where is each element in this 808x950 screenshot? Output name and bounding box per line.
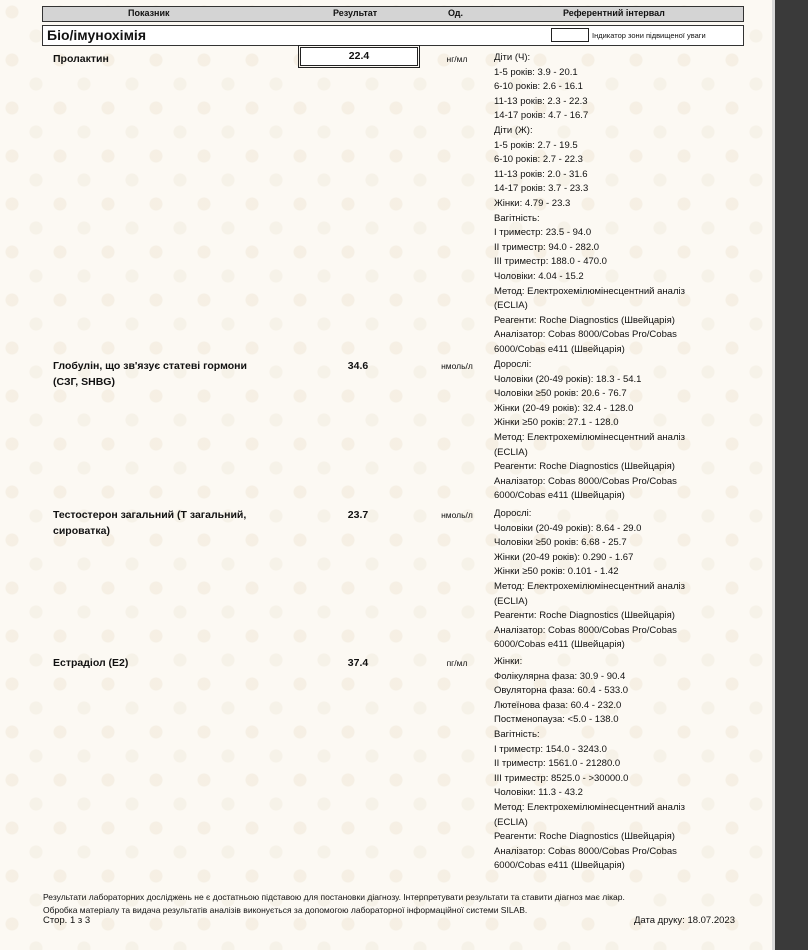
reference-line: Лютеїнова фаза: 60.4 - 232.0 xyxy=(494,699,622,711)
test-name: Тестостерон загальний (Т загальний, сироватка) xyxy=(53,509,247,537)
reference-line: 6000/Cobas e411 (Швейцарія) xyxy=(494,343,625,355)
reference-line: Реагенти: Roche Diagnostics (Швейцарія) xyxy=(494,610,675,622)
reference-line: Чоловіки (20-49 років): 8.64 - 29.0 xyxy=(494,522,642,534)
test-unit: нмоль/л xyxy=(441,361,473,371)
test-name: Глобулін, що зв'язує статеві гормони (СЗГ, SHBG) xyxy=(53,360,247,388)
footer-note: Обробка матеріалу та видача результатів аналізів виконується за допомогою лабораторної інформаційної системи SILAB. xyxy=(43,904,528,915)
reference-line: Постменопауза: <5.0 - 138.0 xyxy=(494,714,619,726)
reference-line: II триместр: 94.0 - 282.0 xyxy=(494,241,600,253)
test-result: 34.6 xyxy=(347,360,369,372)
test-name: Пролактин xyxy=(53,53,109,65)
header-indicator: Показник xyxy=(128,8,170,18)
reference-line: Аналізатор: Cobas 8000/Cobas Pro/Cobas xyxy=(494,624,677,636)
test-result: 23.7 xyxy=(347,509,369,521)
footer-notes xyxy=(43,891,763,916)
reference-line: Жінки (20-49 років): 0.290 - 1.67 xyxy=(494,551,634,563)
reference-interval xyxy=(494,358,714,504)
reference-line: II триместр: 1561.0 - 21280.0 xyxy=(494,758,621,770)
reference-line: 6000/Cobas e411 (Швейцарія) xyxy=(494,639,625,651)
reference-line: Чоловіки (20-49 років): 18.3 - 54.1 xyxy=(494,373,642,385)
reference-line: Діти (Ч): xyxy=(494,52,531,63)
reference-line: III триместр: 188.0 - 470.0 xyxy=(494,256,607,268)
reference-line: Вагітність: xyxy=(494,212,540,224)
reference-line: Овуляторна фаза: 60.4 - 533.0 xyxy=(494,685,629,697)
reference-line: 14-17 років: 4.7 - 16.7 xyxy=(494,110,589,122)
reference-line: 1-5 років: 3.9 - 20.1 xyxy=(494,66,578,78)
reference-line: Жінки ≥50 років: 27.1 - 128.0 xyxy=(494,417,619,429)
test-unit: нг/мл xyxy=(446,54,468,64)
attention-indicator-box xyxy=(551,28,589,42)
viewer-edge xyxy=(772,0,808,950)
reference-line: Жінки: xyxy=(494,656,523,667)
reference-line: (ECLIA) xyxy=(494,595,528,607)
test-unit: нмоль/л xyxy=(441,510,473,520)
reference-line: (ECLIA) xyxy=(494,816,528,828)
test-result: 37.4 xyxy=(347,657,369,669)
reference-line: Дорослі: xyxy=(494,359,532,370)
reference-line: 1-5 років: 2.7 - 19.5 xyxy=(494,139,578,151)
test-unit: пг/мл xyxy=(446,658,468,668)
reference-line: Реагенти: Roche Diagnostics (Швейцарія) xyxy=(494,314,675,326)
reference-line: I триместр: 23.5 - 94.0 xyxy=(494,227,592,239)
reference-line: 11-13 років: 2.3 - 22.3 xyxy=(494,95,588,107)
header-unit: Од. xyxy=(448,8,463,18)
reference-interval xyxy=(494,507,714,653)
reference-line: 6-10 років: 2.7 - 22.3 xyxy=(494,154,583,166)
reference-line: Дорослі: xyxy=(494,508,532,519)
reference-line: Вагітність: xyxy=(494,728,540,740)
reference-line: (ECLIA) xyxy=(494,300,528,312)
test-name: Естрадіол (Е2) xyxy=(53,657,129,669)
header-reference: Референтний інтервал xyxy=(563,8,665,18)
reference-line: Фолікулярна фаза: 30.9 - 90.4 xyxy=(494,670,626,682)
test-result-flagged: 22.4 xyxy=(300,47,418,66)
reference-line: Жінки (20-49 років): 32.4 - 128.0 xyxy=(494,402,634,414)
reference-line: Жінки ≥50 років: 0.101 - 1.42 xyxy=(494,566,619,578)
reference-line: Чоловіки: 4.04 - 15.2 xyxy=(494,270,584,282)
reference-line: Метод: Електрохемілюмінесцентний аналіз xyxy=(494,801,685,813)
reference-line: Аналізатор: Cobas 8000/Cobas Pro/Cobas xyxy=(494,329,677,341)
reference-line: Метод: Електрохемілюмінесцентний аналіз xyxy=(494,431,685,443)
reference-line: Аналізатор: Cobas 8000/Cobas Pro/Cobas xyxy=(494,475,677,487)
reference-line: Реагенти: Roche Diagnostics (Швейцарія) xyxy=(494,831,675,843)
print-date: Дата друку: 18.07.2023 xyxy=(634,915,735,926)
reference-line: 14-17 років: 3.7 - 23.3 xyxy=(494,183,589,195)
reference-line: Чоловіки ≥50 років: 6.68 - 25.7 xyxy=(494,537,627,549)
page-number: Стор. 1 з 3 xyxy=(43,915,91,926)
reference-line: 6000/Cobas e411 (Швейцарія) xyxy=(494,860,625,872)
reference-interval xyxy=(494,655,714,874)
reference-line: 6000/Cobas e411 (Швейцарія) xyxy=(494,490,625,502)
reference-line: 6-10 років: 2.6 - 16.1 xyxy=(494,81,583,93)
attention-indicator-label: Індикатор зони підвищеної уваги xyxy=(592,31,706,40)
reference-line: 11-13 років: 2.0 - 31.6 xyxy=(494,168,588,180)
reference-line: Аналізатор: Cobas 8000/Cobas Pro/Cobas xyxy=(494,845,677,857)
reference-line: Метод: Електрохемілюмінесцентний аналіз xyxy=(494,285,685,297)
header-result: Результат xyxy=(333,8,378,18)
section-title: Біо/імунохімія xyxy=(47,27,146,43)
reference-line: Чоловіки ≥50 років: 20.6 - 76.7 xyxy=(494,388,627,400)
footer-note: Результати лабораторних досліджень не є достатньою підставою для постановки діагнозу. Інтерпретувати результати та ставити діагноз має лікар. xyxy=(43,892,625,902)
reference-line: Діти (Ж): xyxy=(494,124,533,136)
reference-interval xyxy=(494,51,714,357)
reference-line: (ECLIA) xyxy=(494,446,528,458)
reference-line: Реагенти: Roche Diagnostics (Швейцарія) xyxy=(494,461,675,473)
reference-line: III триместр: 8525.0 - >30000.0 xyxy=(494,772,629,784)
table-header xyxy=(42,6,744,22)
section-header xyxy=(42,25,744,46)
reference-line: Жінки: 4.79 - 23.3 xyxy=(494,197,571,209)
reference-line: Чоловіки: 11.3 - 43.2 xyxy=(494,787,583,799)
reference-line: Метод: Електрохемілюмінесцентний аналіз xyxy=(494,580,685,592)
page-edge xyxy=(772,0,775,950)
reference-line: I триместр: 154.0 - 3243.0 xyxy=(494,743,607,755)
